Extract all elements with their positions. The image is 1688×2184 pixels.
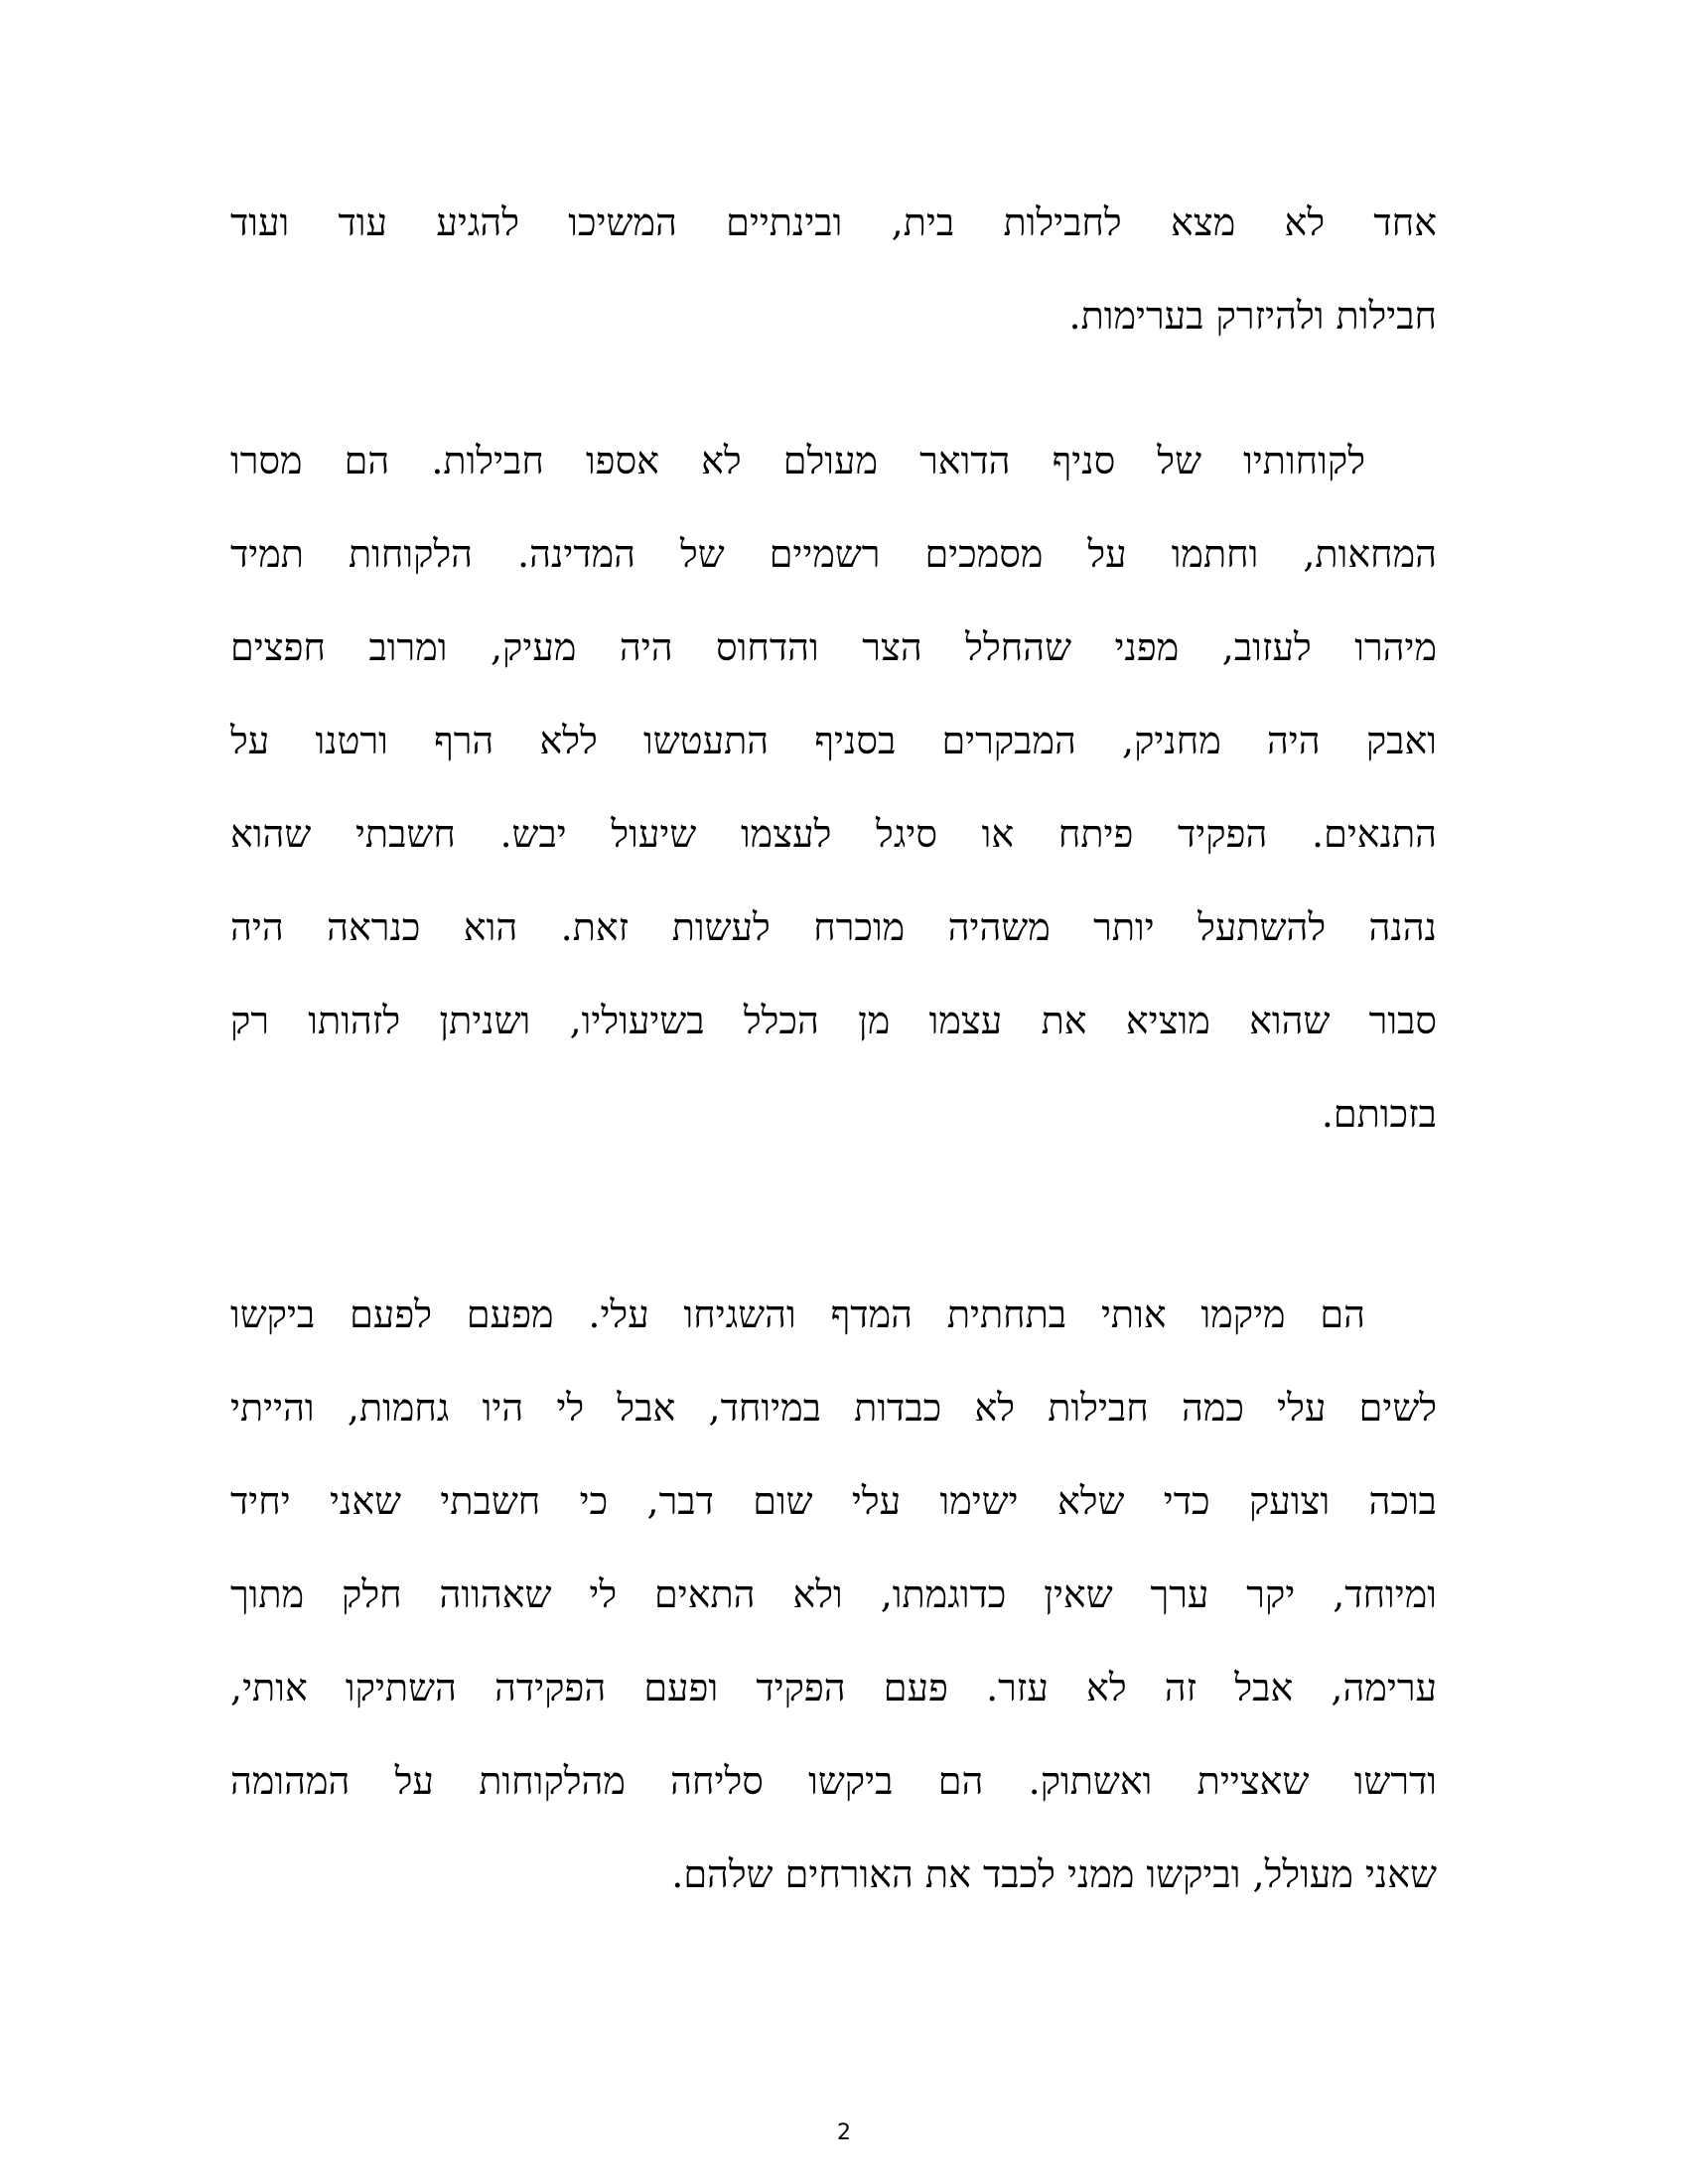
- paragraph-2-line-8: בזכותם.: [1321, 1092, 1437, 1136]
- paragraph-2-line-4: ואבק היה מחניק, המבקרים בסניף התעטשו ללא הרף ורטנו על: [230, 719, 1437, 762]
- paragraph-1: [230, 176, 1437, 362]
- paragraph-3-line-7: שאני מעולל, וביקשו ממני לכבד את האורחים שלהם.: [671, 1852, 1437, 1896]
- paragraph-2: [230, 414, 1437, 1160]
- paragraph-3-line-3: בוכה וצועק כדי שלא ישימו עלי שום דבר, כי חשבתי שאני יחיד: [230, 1479, 1437, 1523]
- paragraph-2-line-2: המחאות, וחתמו על מסמכים רשמיים של המדינה. הלקוחות תמיד: [230, 532, 1437, 576]
- paragraph-3-line-4: ומיוחד, יקר ערך שאין כדוגמתו, ולא התאים לי שאהווה חלק מתוך: [230, 1572, 1437, 1616]
- paragraph-1-line-2: חבילות ולהיזרק בערימות.: [1068, 294, 1437, 338]
- paragraph-3-line-1: הם מיקמו אותי בתחתית המדף והשגיחו עלי. מפעם לפעם ביקשו: [230, 1293, 1365, 1336]
- paragraph-2-line-3: מיהרו לעזוב, מפני שהחלל הצר והדחוס היה מעיק, ומרוב חפצים: [230, 625, 1437, 669]
- paragraph-2-line-1: לקוחותיו של סניף הדואר מעולם לא אספו חבילות. הם מסרו: [230, 439, 1365, 482]
- paragraph-3: [230, 1268, 1437, 1921]
- paragraph-2-line-5: התנאים. הפקיד פיתח או סיגל לעצמו שיעול יבש. חשבתי שהוא: [230, 812, 1437, 856]
- paragraph-3-line-5: ערימה, אבל זה לא עזר. פעם הפקיד ופעם הפקידה השתיקו אותי,: [230, 1666, 1437, 1709]
- paragraph-2-line-6: נהנה להשתעל יותר משהיה מוכרח לעשות זאת. הוא כנראה היה: [230, 905, 1437, 949]
- paragraph-3-line-2: לשים עלי כמה חבילות לא כבדות במיוחד, אבל לי היו גחמות, והייתי: [230, 1386, 1437, 1430]
- paragraph-2-line-7: סבור שהוא מוציא את עצמו מן הכלל בשיעוליו, ושניתן לזהותו רק: [230, 999, 1437, 1042]
- paragraph-3-line-6: ודרשו שאציית ואשתוק. הם ביקשו סליחה מהלקוחות על המהומה: [230, 1759, 1437, 1803]
- paragraph-1-line-1: אחד לא מצא לחבילות בית, ובינתיים המשיכו להגיע עוד ועוד: [230, 201, 1437, 244]
- page-number: 2: [837, 2120, 851, 2145]
